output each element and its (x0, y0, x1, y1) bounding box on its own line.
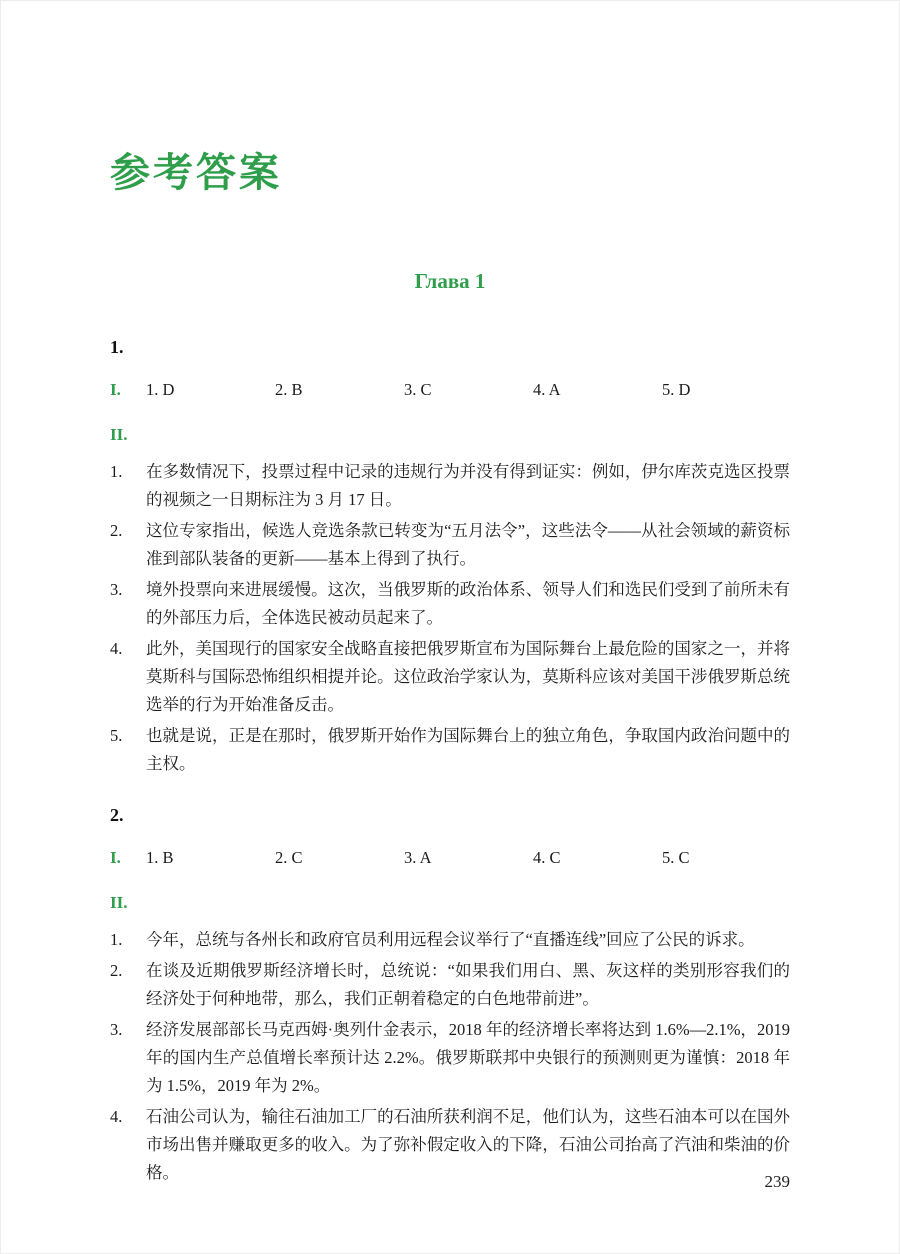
list-item (110, 926, 790, 954)
list-item-number: 2. (110, 521, 123, 540)
list-item-number: 4. (110, 1107, 123, 1126)
page-title: 参考答案 (110, 151, 282, 195)
list-item-text: 境外投票向来进展缓慢。这次，当俄罗斯的政治体系、领导人们和选民们受到了前所未有的外部压力后，全体选民被动员起来了。 (146, 580, 790, 627)
list-item-text: 今年，总统与各州长和政府官员利用远程会议举行了“直播连线”回应了公民的诉求。 (146, 930, 755, 949)
answer-item: 5. D (662, 380, 691, 399)
section-2-part-i-answers (110, 846, 790, 870)
list-item (110, 1103, 790, 1187)
part-ii-label: II. (110, 893, 128, 912)
list-item-text: 在谈及近期俄罗斯经济增长时，总统说：“如果我们用白、黑、灰这样的类别形容我们的经济处于何种地带，那么，我们正朝着稳定的白色地带前进”。 (146, 961, 790, 1008)
list-item-number: 4. (110, 639, 123, 658)
answer-item: 5. C (662, 848, 690, 867)
answer-item: 2. C (275, 848, 303, 867)
answer-item: 3. A (404, 848, 432, 867)
page-number: 239 (764, 1172, 790, 1191)
answer-item: 4. C (533, 848, 561, 867)
part-ii-label: II. (110, 425, 128, 444)
list-item-text: 经济发展部部长马克西姆·奥列什金表示，2018 年的经济增长率将达到 1.6%—2.1%，2019 年的国内生产总值增长率预计达 2.2%。俄罗斯联邦中央银行的预测则更为谨慎：2018 年为 1.5%，2019 年为 2%。 (146, 1020, 790, 1095)
list-item-number: 5. (110, 726, 123, 745)
section-2-number: 2. (110, 805, 124, 825)
list-item-number: 3. (110, 1020, 123, 1039)
list-item-text: 也就是说，正是在那时，俄罗斯开始作为国际舞台上的独立角色，争取国内政治问题中的主权。 (146, 726, 790, 773)
section-1-part-ii-list (110, 458, 790, 778)
list-item-text: 石油公司认为，输往石油加工厂的石油所获利润不足，他们认为，这些石油本可以在国外市场出售并赚取更多的收入。为了弥补假定收入的下降，石油公司抬高了汽油和柴油的价格。 (146, 1107, 790, 1182)
list-item-text: 在多数情况下，投票过程中记录的违规行为并没有得到证实：例如，伊尔库茨克选区投票的视频之一日期标注为 3 月 17 日。 (146, 462, 790, 509)
list-item (110, 1016, 790, 1100)
part-i-label: I. (110, 380, 121, 399)
answer-item: 3. C (404, 380, 432, 399)
list-item (110, 957, 790, 1013)
list-item-text: 此外，美国现行的国家安全战略直接把俄罗斯宣布为国际舞台上最危险的国家之一，并将莫斯科与国际恐怖组织相提并论。这位政治学家认为，莫斯科应该对美国干涉俄罗斯总统选举的行为开始准备反击。 (146, 639, 790, 714)
list-item (110, 517, 790, 573)
list-item (110, 458, 790, 514)
section-1-part-i-answers (110, 378, 790, 402)
answer-item: 1. D (146, 380, 175, 399)
list-item-number: 1. (110, 930, 123, 949)
answer-item: 1. B (146, 848, 174, 867)
list-item (110, 576, 790, 632)
section-2-part-ii-list (110, 926, 790, 1187)
list-item-text: 这位专家指出，候选人竞选条款已转变为“五月法令”，这些法令——从社会领域的薪资标准到部队装备的更新——基本上得到了执行。 (146, 521, 790, 568)
chapter-heading: Глава 1 (414, 269, 486, 293)
answer-item: 4. A (533, 380, 561, 399)
list-item (110, 635, 790, 719)
part-i-label: I. (110, 848, 121, 867)
list-item-number: 3. (110, 580, 123, 599)
list-item-number: 1. (110, 462, 123, 481)
section-1-number: 1. (110, 337, 124, 357)
list-item (110, 722, 790, 778)
answer-item: 2. B (275, 380, 303, 399)
list-item-number: 2. (110, 961, 123, 980)
